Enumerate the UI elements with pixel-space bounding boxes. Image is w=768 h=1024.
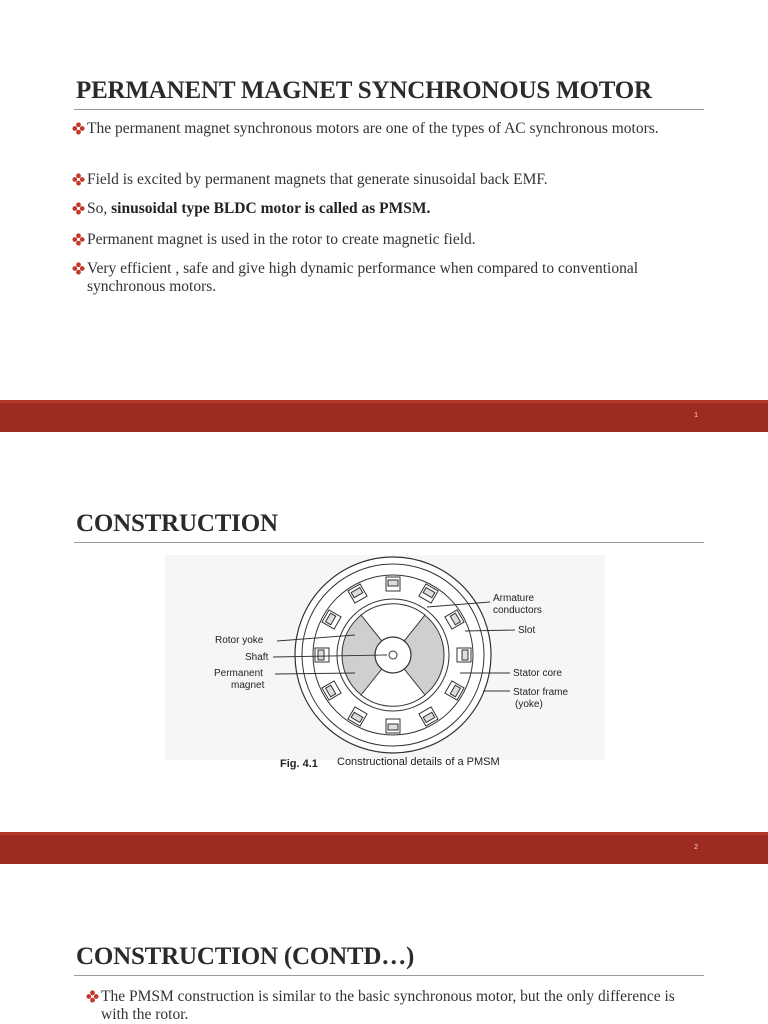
label-armature-line2: conductors <box>493 605 542 616</box>
bullet-text: The permanent magnet synchronous motors are one of the types of AC synchronous motors. <box>87 120 659 137</box>
page-number: 1 <box>694 412 698 419</box>
title-divider <box>74 975 704 976</box>
bullet-text: Field is excited by permanent magnets that generate sinusoidal back EMF. <box>87 171 548 188</box>
slide-title: CONSTRUCTION (CONTD…) <box>76 943 415 970</box>
label-rotor-yoke: Rotor yoke <box>215 635 264 646</box>
bullet-text: The PMSM construction is similar to the basic synchronous motor, but the only difference is with the rotor. <box>101 988 675 1023</box>
bullet-bold-text: sinusoidal type BLDC motor is called as PMSM. <box>111 200 431 217</box>
label-armature-line1: Armature <box>493 593 535 604</box>
label-stator-core: Stator core <box>513 668 562 679</box>
page-number: 2 <box>694 844 698 851</box>
label-stator-frame-line2: (yoke) <box>515 699 543 710</box>
slide-title: CONSTRUCTION <box>76 510 278 537</box>
label-permanent-line2: magnet <box>231 680 265 691</box>
label-shaft: Shaft <box>245 652 269 663</box>
label-slot: Slot <box>518 625 536 636</box>
figure-caption-text: Constructional details of a PMSM <box>337 756 500 768</box>
diamond-bullet-icon <box>86 990 99 1003</box>
bullet-text: Permanent magnet is used in the rotor to create magnetic field. <box>87 231 476 248</box>
label-stator-frame-line1: Stator frame <box>513 687 569 698</box>
figure-caption-number: Fig. 4.1 <box>280 758 318 770</box>
bullet-prefix: So, <box>87 200 112 217</box>
bullet-text: Very efficient , safe and give high dynamic performance when compared to conventional synchronous motors. <box>87 260 639 295</box>
label-permanent-line1: Permanent <box>214 668 263 679</box>
slide-title: PERMANENT MAGNET SYNCHRONOUS MOTOR <box>76 77 652 104</box>
bullet-item <box>86 988 686 1024</box>
